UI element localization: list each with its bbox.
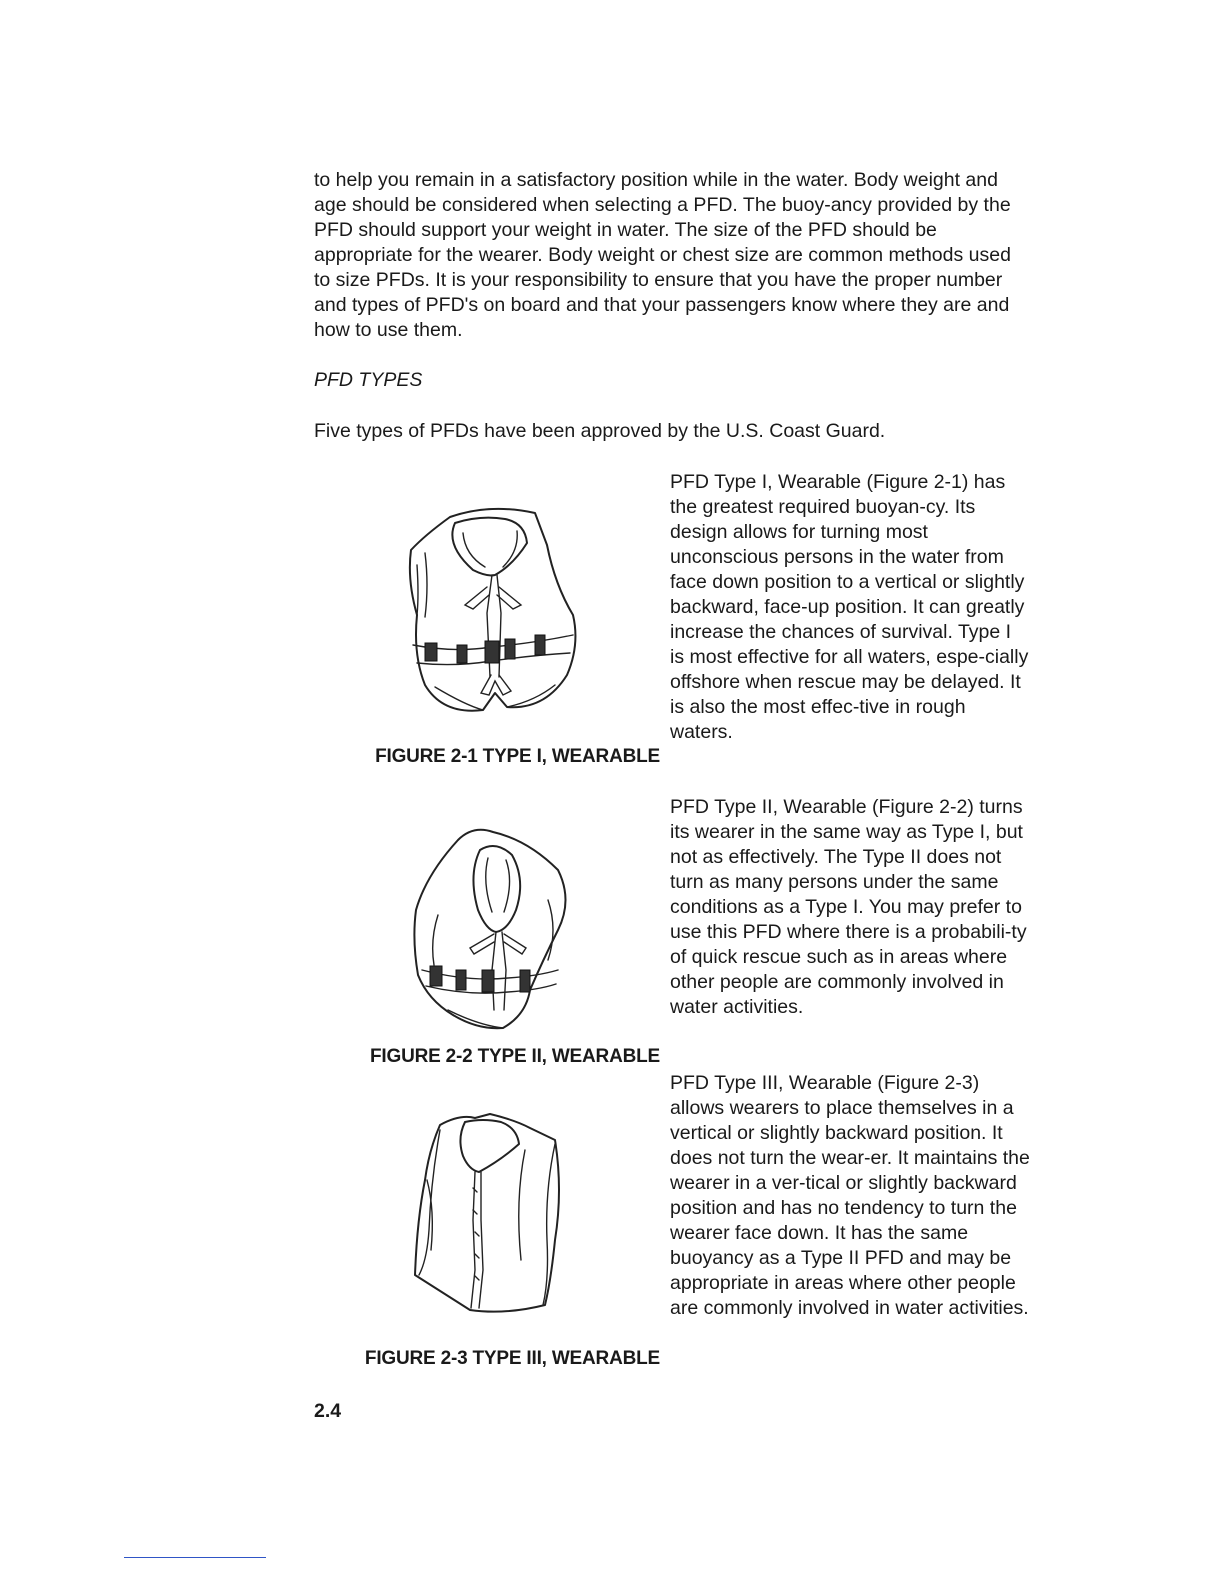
figure-2-2-description: PFD Type II, Wearable (Figure 2-2) turns its wearer in the same way as Type I, but not as effectively. The Type II does not turn as many persons under the same conditions as a Type I. You may prefer to use this PFD where there is a probabili-ty of quick rescue such as in areas where other people are commonly involved in water activities.	[670, 796, 1027, 1018]
footer-rule	[124, 1557, 266, 1558]
figure-2-1-description: PFD Type I, Wearable (Figure 2-1) has the greatest required buoyan-cy. Its design allows for turning most unconscious persons in the water from face down position to a vertical or slightly backward, face-up position. It can greatly increase the chances of survival. Type I is most effective for all waters, espe-cially offshore when rescue may be delayed. It is also the most effec-tive in rough waters.	[670, 471, 1029, 743]
type-ii-vest-illustration	[408, 820, 578, 1035]
section-heading: PFD TYPES	[314, 369, 423, 391]
type-iii-vest-illustration	[405, 1110, 580, 1320]
figure-2-2-caption: FIGURE 2-2 TYPE II, WEARABLE	[370, 1046, 660, 1067]
figure-2-3-description: PFD Type III, Wearable (Figure 2-3) allows wearers to place themselves in a vertical or slightly backward position. It does not turn the wear-er. It maintains the wearer in a ver-tical or slightly backward position and has no tendency to turn the wearer face down. It has the same buoyancy as a Type II PFD and may be appropriate in areas where other people are commonly involved in water activities.	[670, 1072, 1030, 1319]
figure-2-1-caption: FIGURE 2-1 TYPE I, WEARABLE	[375, 746, 660, 767]
types-intro: Five types of PFDs have been approved by the U.S. Coast Guard.	[314, 420, 886, 442]
figure-2-3-caption: FIGURE 2-3 TYPE III, WEARABLE	[364, 1348, 660, 1369]
intro-paragraph: to help you remain in a satisfactory position while in the water. Body weight and age should be considered when selecting a PFD. The buoy-ancy provided by the PFD should support your weight in water. The size of the PFD should be appropriate for the wearer. Body weight or chest size are common methods used to size PFDs. It is your responsibility to ensure that you have the proper number and types of PFD's on board and that your passengers know where they are and how to use them.	[314, 169, 1011, 341]
type-i-vest-illustration	[395, 505, 590, 725]
page-number: 2.4	[314, 1400, 342, 1422]
